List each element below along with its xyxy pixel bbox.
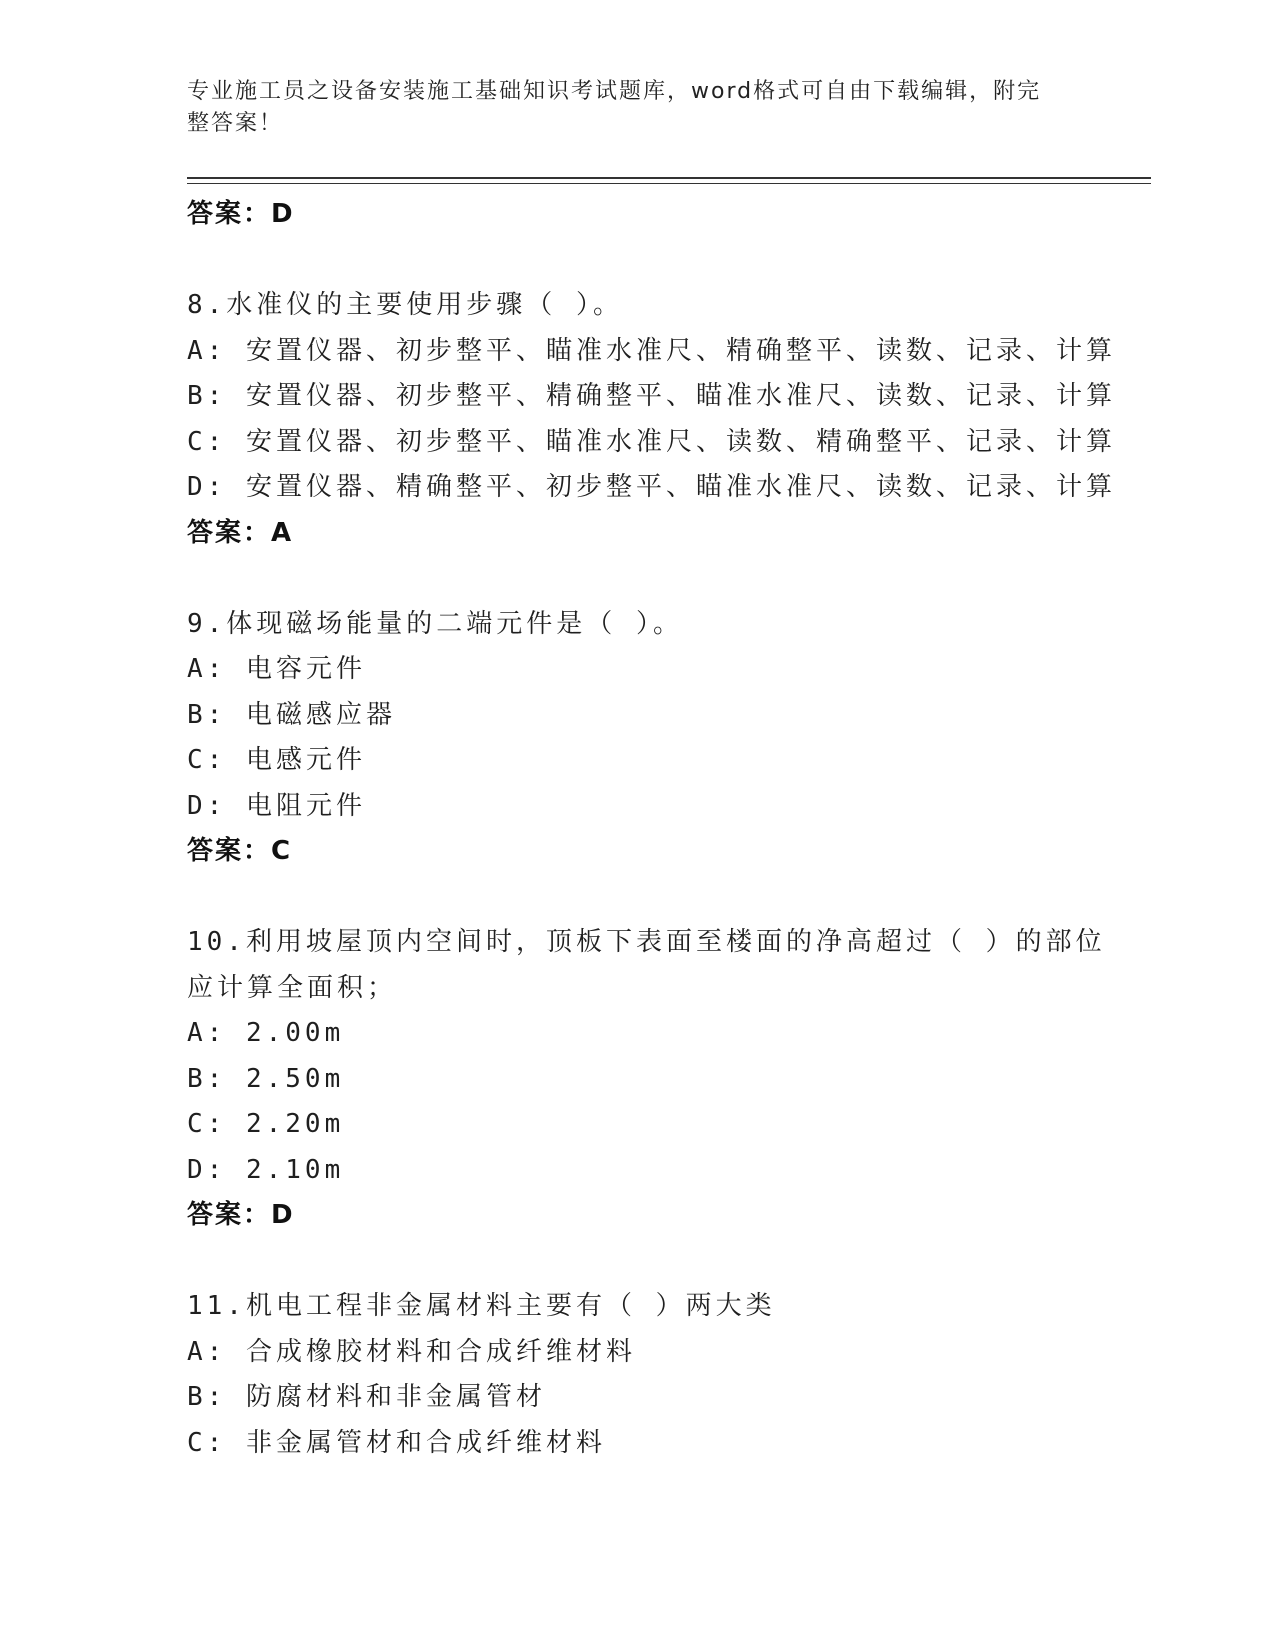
header-divider-thick (187, 177, 1151, 179)
spacer (187, 556, 1087, 602)
document-header (187, 76, 1067, 140)
question-list (187, 192, 1116, 1466)
question-8-option-c: C: 安置仪器、初步整平、瞄准水准尺、读数、精确整平、记录、计算 (187, 426, 1116, 457)
question-8-option-a: A: 安置仪器、初步整平、瞄准水准尺、精确整平、读数、记录、计算 (187, 335, 1116, 366)
question-11-option-c: C: 非金属管材和合成纤维材料 (187, 1427, 606, 1458)
spacer (187, 238, 1087, 284)
question-8-option-b: B: 安置仪器、初步整平、精确整平、瞄准水准尺、读数、记录、计算 (187, 381, 1116, 411)
header-divider-thin (187, 183, 1151, 184)
question-9-option-d: D: 电阻元件 (187, 790, 366, 821)
header-line-1: 专业施工员之设备安装施工基础知识考试题库，word格式可自由下载编辑，附完 (187, 79, 1042, 104)
question-9-answer: 答案：C (187, 836, 293, 866)
question-10-option-a: A: 2.00m (187, 1018, 345, 1048)
question-8-option-d: D: 安置仪器、精确整平、初步整平、瞄准水准尺、读数、记录、计算 (187, 472, 1116, 502)
answer-previous: 答案：D (187, 199, 295, 229)
question-11-stem: 11.机电工程非金属材料主要有（ ）两大类 (187, 1291, 776, 1321)
question-11 (187, 1284, 1087, 1466)
question-9 (187, 602, 1087, 875)
question-9-option-c: C: 电感元件 (187, 745, 366, 775)
question-10-option-c: C: 2.20m (187, 1109, 345, 1139)
question-9-option-a: A: 电容元件 (187, 654, 366, 684)
question-10 (187, 920, 1106, 1239)
question-8-answer: 答案：A (187, 517, 294, 548)
question-8-stem: 8.水准仪的主要使用步骤（ ）。 (187, 290, 623, 320)
question-10-stem-line-1: 10.利用坡屋顶内空间时，顶板下表面至楼面的净高超过（ ）的部位 (187, 927, 1106, 957)
question-10-answer: 答案：D (187, 1200, 295, 1230)
question-11-option-a: A: 合成橡胶材料和合成纤维材料 (187, 1336, 636, 1367)
spacer (187, 1239, 1087, 1285)
question-8 (187, 283, 1116, 556)
header-line-2: 整答案！ (187, 111, 284, 136)
question-10-option-d: D: 2.10m (187, 1154, 345, 1185)
spacer (187, 875, 1087, 921)
question-9-option-b: B: 电磁感应器 (187, 699, 396, 730)
question-10-option-b: B: 2.50m (187, 1063, 345, 1094)
question-11-option-b: B: 防腐材料和非金属管材 (187, 1382, 546, 1412)
question-10-stem-line-2: 应计算全面积； (187, 972, 398, 1003)
question-9-stem: 9.体现磁场能量的二端元件是（ ）。 (187, 608, 683, 639)
